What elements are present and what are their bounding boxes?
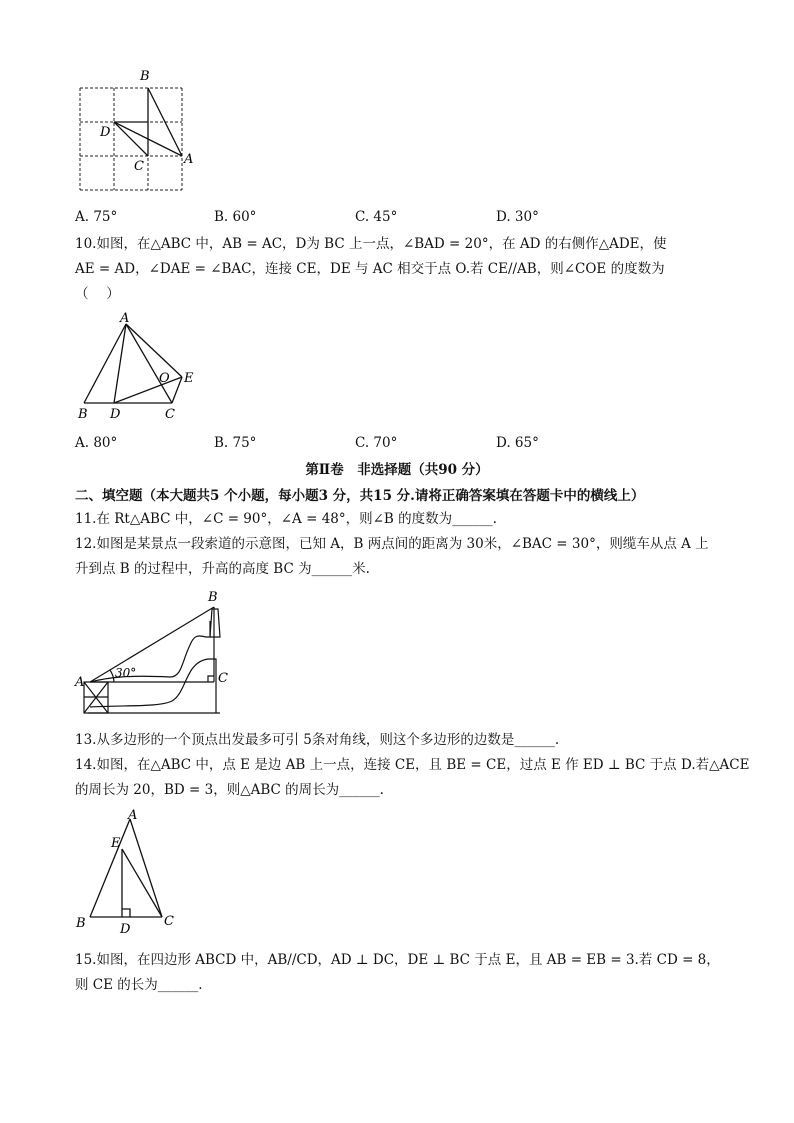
q12-line2: 升到点 B 的过程中，升高的高度 BC 为______米.	[75, 561, 370, 577]
q9-option-b: B. 60°	[214, 209, 257, 225]
q14-line1: 14.如图，在△ABC 中，点 E 是边 AB 上一点，连接 CE，且 BE = CE，过点 E 作 ED ⊥ BC 于点 D.若△ACE	[75, 757, 750, 773]
q15-line2: 则 CE 的长为______.	[75, 977, 203, 993]
q9-grid-figure	[70, 66, 200, 196]
q10-option-a: A. 80°	[75, 435, 118, 451]
q11-text: 11.在 Rt△ABC 中，∠C = 90°，∠A = 48°，则∠B 的度数为______.	[75, 511, 497, 527]
label-B: B	[76, 916, 86, 931]
label-B: B	[140, 69, 150, 84]
label-D: D	[100, 125, 111, 140]
q14-line2: 的周长为 20，BD = 3，则△ABC 的周长为______.	[75, 782, 384, 798]
q14-triangle-figure	[70, 805, 190, 940]
label-D: D	[110, 407, 121, 422]
label-D: D	[120, 922, 131, 937]
label-C: C	[134, 159, 144, 174]
label-E: E	[111, 836, 121, 851]
label-B: B	[208, 590, 218, 605]
label-C: C	[165, 407, 175, 422]
q10-line3: （ ）	[75, 286, 120, 302]
q10-option-d: D. 65°	[496, 435, 539, 451]
label-E: E	[184, 371, 194, 386]
section2-title: 二、填空题（本大题共5 个小题，每小题3 分，共15 分.请将正确答案填在答题卡中的横线上）	[75, 488, 645, 504]
q9-option-c: C. 45°	[355, 209, 398, 225]
label-C: C	[218, 671, 228, 686]
q10-option-b: B. 75°	[214, 435, 257, 451]
q10-line2: AE = AD，∠DAE = ∠BAC，连接 CE，DE 与 AC 相交于点 O.若 CE//AB，则∠COE 的度数为	[75, 261, 665, 277]
q10-triangle-figure	[70, 310, 210, 425]
q10-option-c: C. 70°	[355, 435, 398, 451]
label-A: A	[184, 152, 194, 167]
angle-label: 30°	[115, 666, 137, 680]
label-O: O	[159, 371, 170, 386]
label-A: A	[75, 675, 85, 690]
label-B: B	[78, 407, 88, 422]
label-C: C	[164, 914, 174, 929]
q9-option-a: A. 75°	[75, 209, 118, 225]
q12-cableway-figure	[70, 585, 245, 720]
q9-option-d: D. 30°	[496, 209, 539, 225]
label-A: A	[128, 808, 138, 823]
q12-line1: 12.如图是某景点一段索道的示意图，已知 A，B 两点间的距离为 30米，∠BAC = 30°，则缆车从点 A 上	[75, 536, 709, 552]
q10-line1: 10.如图，在△ABC 中，AB = AC，D为 BC 上一点，∠BAD = 20°，在 AD 的右侧作△ADE，使	[75, 236, 667, 252]
label-A: A	[120, 311, 130, 326]
q15-line1: 15.如图，在四边形 ABCD 中，AB//CD，AD ⊥ DC，DE ⊥ BC 于点 E，且 AB = EB = 3.若 CD = 8，	[75, 952, 720, 968]
q13-text: 13.从多边形的一个顶点出发最多可引 5条对角线，则这个多边形的边数是______.	[75, 732, 560, 748]
part2-title: 第Ⅱ卷 非选择题（共90 分）	[305, 462, 489, 478]
